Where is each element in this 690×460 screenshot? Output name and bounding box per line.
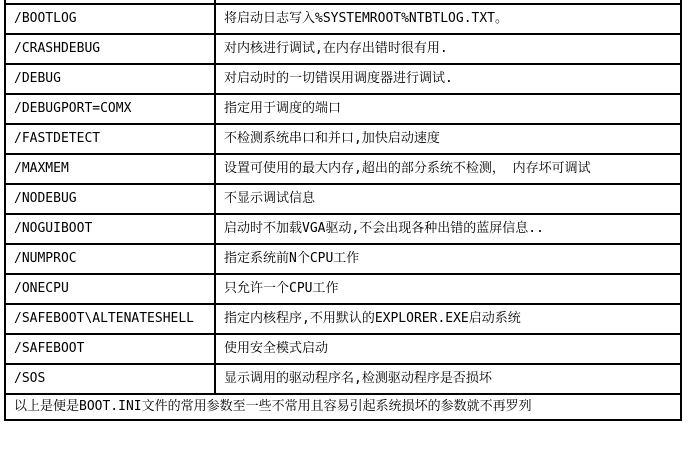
table-row <box>5 274 681 304</box>
table-row <box>5 4 681 34</box>
desc-cell: 不检测系统串口和并口,加快启动速度 <box>215 124 681 154</box>
table-row <box>5 184 681 214</box>
desc-cell: 将启动日志写入%SYSTEMROOT%NTBTLOG.TXT。 <box>215 4 681 34</box>
desc-cell: 设置可使用的最大内存,超出的部分系统不检测， 内存坏可调试 <box>215 154 681 184</box>
param-cell: /ONECPU <box>5 274 215 304</box>
desc-cell: 不显示调试信息 <box>215 184 681 214</box>
table-footer-row <box>5 394 681 420</box>
table-row <box>5 94 681 124</box>
param-cell: /BOOTLOG <box>5 4 215 34</box>
desc-cell: 启动时不加载VGA驱动,不会出现各种出错的蓝屏信息.. <box>215 214 681 244</box>
footer-note: 以上是便是BOOT.INI文件的常用参数至一些不常用且容易引起系统损坏的参数就不再罗列 <box>5 394 681 420</box>
table-row <box>5 244 681 274</box>
table-row <box>5 364 681 394</box>
table-row <box>5 124 681 154</box>
desc-cell: 指定内核程序,不用默认的EXPLORER.EXE启动系统 <box>215 304 681 334</box>
desc-cell: 对内核进行调试,在内存出错时很有用. <box>215 34 681 64</box>
param-cell: /NOGUIBOOT <box>5 214 215 244</box>
boot-ini-parameters-table <box>4 0 682 421</box>
param-cell: /SAFEBOOT <box>5 334 215 364</box>
desc-cell: 只允许一个CPU工作 <box>215 274 681 304</box>
desc-cell: 指定系统前N个CPU工作 <box>215 244 681 274</box>
param-cell: /MAXMEM <box>5 154 215 184</box>
param-cell: /SOS <box>5 364 215 394</box>
table-row <box>5 214 681 244</box>
table-row <box>5 304 681 334</box>
table-row <box>5 64 681 94</box>
desc-cell: 显示调用的驱动程序名,检测驱动程序是否损坏 <box>215 364 681 394</box>
desc-cell: 使用安全模式启动 <box>215 334 681 364</box>
param-cell: /FASTDETECT <box>5 124 215 154</box>
table-row <box>5 334 681 364</box>
desc-cell: 对启动时的一切错误用调度器进行调试. <box>215 64 681 94</box>
param-cell: /DEBUGPORT=COMX <box>5 94 215 124</box>
table-row <box>5 34 681 64</box>
param-cell: /SAFEBOOT\ALTENATESHELL <box>5 304 215 334</box>
param-cell: /NUMPROC <box>5 244 215 274</box>
desc-cell: 指定用于调度的端口 <box>215 94 681 124</box>
param-cell: /NODEBUG <box>5 184 215 214</box>
param-cell: /DEBUG <box>5 64 215 94</box>
table-row <box>5 154 681 184</box>
param-cell: /CRASHDEBUG <box>5 34 215 64</box>
